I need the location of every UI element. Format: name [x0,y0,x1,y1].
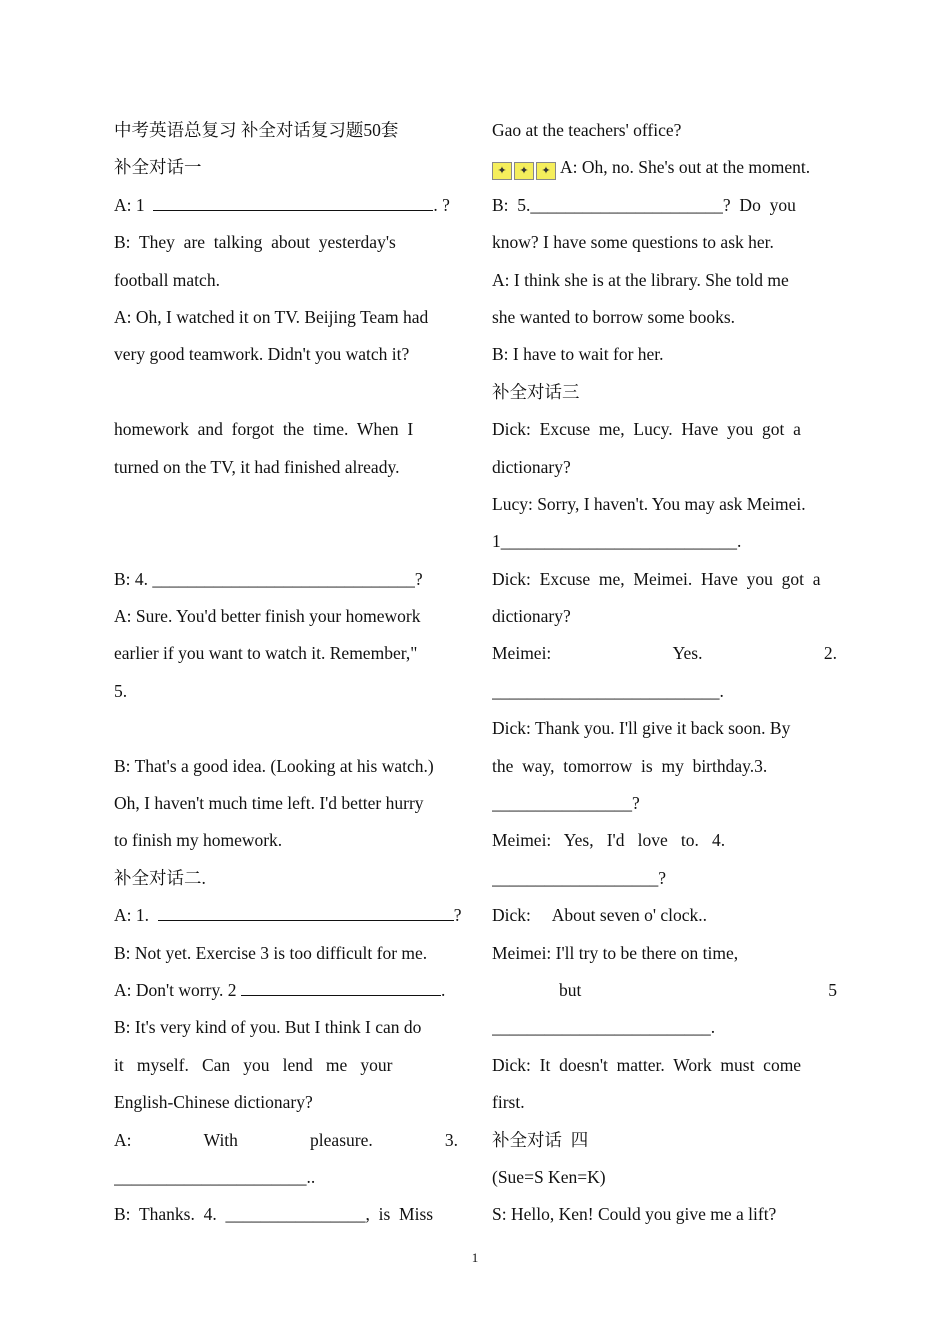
dialogue-3-line: Meimei: Yes. 2. [492,643,837,664]
dialogue-3-line: ___________________? [492,867,667,888]
dialogue-2-line: B: I have to wait for her. [492,344,664,365]
dialogue-3-line: Meimei: Yes, I'd love to. 4. [492,830,726,851]
dialogue-2-line: ______________________.. [114,1166,316,1187]
answer-blank [158,900,454,921]
dialogue-2-line: B: Thanks. 4. ________________, is Miss [114,1204,434,1225]
dialogue-1-line: football match. [114,269,220,290]
answer-blank [241,975,441,996]
dialogue-3-line: ________________? [492,793,640,814]
dialogue-3-line: Dick: Excuse me, Meimei. Have you got a [492,568,821,589]
dialogue-3-line: Dick: About seven o' clock.. [492,905,708,926]
puzzle-icon: ✦ [536,162,556,180]
dialogue-2-heading: 补全对话二. [114,867,206,888]
dialogue-3-line: dictionary? [492,456,571,477]
dialogue-1-line: B: 4. ______________________________? [114,568,423,589]
puzzle-icon: ✦ [492,162,512,180]
dialogue-4-heading: 补全对话 四 [492,1129,589,1150]
dialogue-1-line: to finish my homework. [114,830,283,851]
puzzle-icon: ✦ [514,162,534,180]
dialogue-2-line: it myself. Can you lend me your [114,1054,393,1075]
dialogue-3-line: Dick: Thank you. I'll give it back soon. By [492,718,791,739]
dialogue-1-line: turned on the TV, it had finished already. [114,456,400,477]
dialogue-1-line: earlier if you want to watch it. Remember," [114,643,418,664]
dialogue-2-line: know? I have some questions to ask her. [492,232,774,253]
dialogue-1-line: 5. [114,680,128,701]
dialogue-2-line: B: Not yet. Exercise 3 is too difficult for me. [114,942,428,963]
dialogue-3-line: __________________________. [492,680,724,701]
dialogue-3-line: Meimei: I'll try to be there on time, [492,942,739,963]
puzzle-icon-group [492,151,558,188]
dialogue-3-line: _________________________. [492,1017,716,1038]
dialogue-2-line: ✦ ✦ ✦ A: Oh, no. She's out at the moment. [492,149,837,186]
dialogue-2-line: she wanted to borrow some books. [492,306,736,327]
dialogue-1-line: B: They are talking about yesterday's [114,232,396,253]
dialogue-2-line: Gao at the teachers' office? [492,120,682,140]
dialogue-3-line: the way, tomorrow is my birthday.3. [492,755,768,776]
dialogue-4-line: S: Hello, Ken! Could you give me a lift? [492,1204,777,1225]
dialogue-3-line: 1___________________________. [492,531,742,552]
dialogue-3-line: dictionary? [492,606,571,627]
dialogue-1-line [114,374,458,411]
dialogue-3-line: Dick: Excuse me, Lucy. Have you got a [492,419,801,440]
dialogue-2-line: A: I think she is at the library. She told me [492,269,789,290]
dialogue-2-line: B: It's very kind of you. But I think I can do [114,1017,422,1038]
dialogue-3-line: Lucy: Sorry, I haven't. You may ask Meimei. [492,493,806,514]
dialogue-1-line: homework and forgot the time. When I [114,419,414,440]
dialogue-1-line: Oh, I haven't much time left. I'd better hurry [114,793,424,814]
left-column [114,112,462,1234]
dialogue-3-line: but 5 [559,979,837,1000]
dialogue-2-line: English-Chinese dictionary? [114,1092,313,1113]
answer-blank [153,190,433,211]
document-title: 中考英语总复习 补全对话复习题50套 [114,120,399,140]
dialogue-1-line [114,486,458,523]
dialogue-2-line: A: With pleasure. 3. [114,1129,458,1150]
right-column [492,112,837,1234]
dialogue-1-line: A: 1 . ? [114,187,458,224]
dialogue-2-line: A: 1. ? [114,897,458,934]
dialogue-1-line: A: Oh, I watched it on TV. Beijing Team had [114,306,429,327]
page-number: 1 [471,1250,479,1265]
empty-line [114,710,458,747]
dialogue-1-line [114,523,458,560]
dialogue-3-line: first. [492,1092,525,1113]
dialogue-2-line: B: 5.______________________? Do you [492,194,796,215]
dialogue-1-line: very good teamwork. Didn't you watch it? [114,344,410,365]
dialogue-2-line: A: Don't worry. 2 . [114,972,458,1009]
dialogue-1-line: A: Sure. You'd better finish your homework [114,606,421,627]
dialogue-1-heading: 补全对话一 [114,157,202,178]
dialogue-3-heading: 补全对话三 [492,381,580,402]
dialogue-1-line: B: That's a good idea. (Looking at his watch.) [114,755,434,776]
dialogue-4-line: (Sue=S Ken=K) [492,1166,606,1187]
dialogue-3-line: Dick: It doesn't matter. Work must come [492,1054,802,1075]
